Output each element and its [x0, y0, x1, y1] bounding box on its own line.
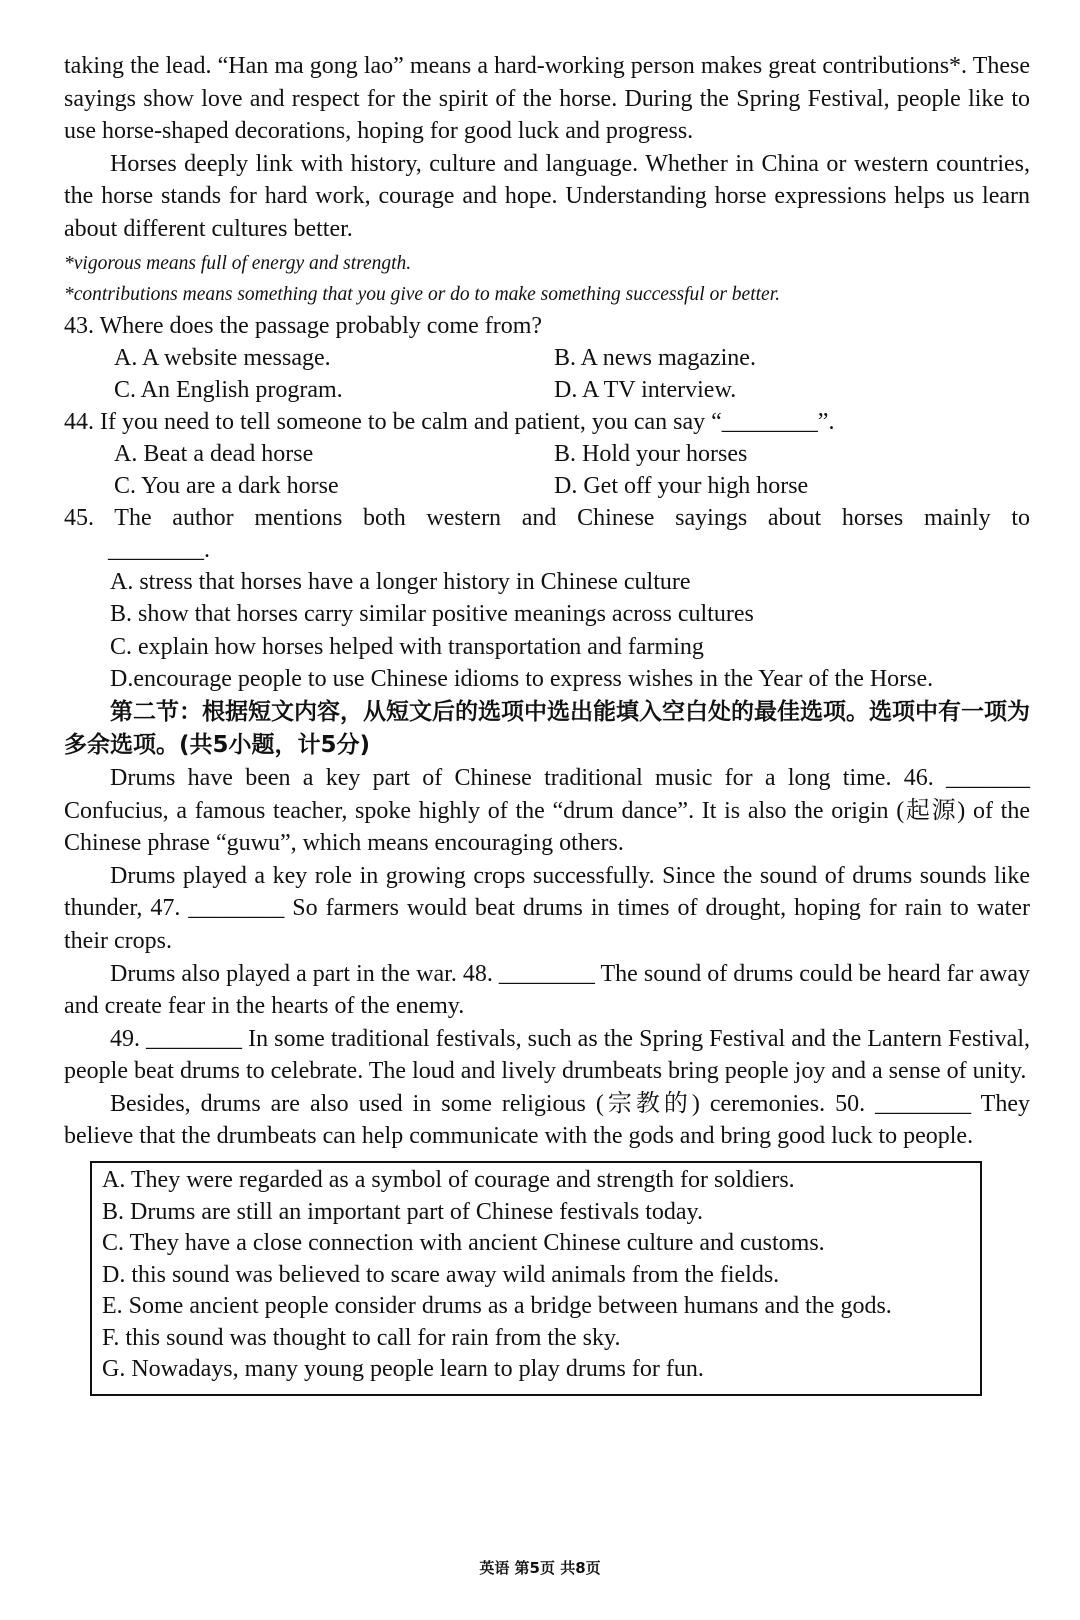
option-b: B. A news magazine.: [554, 344, 756, 371]
option-b: B. show that horses carry similar positive meanings across cultures: [110, 601, 754, 628]
option-c: C. explain how horses helped with transportation and farming: [110, 633, 704, 660]
passage-paragraph-end: taking the lead. “Han ma gong lao” means a hard-working person makes great contributions*. These sayings show love and respect for the spirit of the horse. During the Spring Festival, people like to use horse-shaped decorations, hoping for good luck and progress.: [64, 53, 1030, 145]
option-a: A. They were regarded as a symbol of courage and strength for soldiers.: [102, 1167, 795, 1194]
question-options: [114, 342, 1030, 406]
option-a: A. stress that horses have a longer history in Chinese culture: [110, 568, 691, 595]
option-c: C. They have a close connection with ancient Chinese culture and customs.: [102, 1230, 825, 1257]
cloze-paragraph-2: Drums played a key role in growing crops successfully. Since the sound of drums sounds like thunder, 47. ________ So farmers would beat drums in times of drought, hoping for rain to water their crops.: [64, 862, 1030, 954]
answer-blank: ________.: [108, 536, 210, 563]
option-c: C. An English program.: [114, 376, 343, 403]
option-g: G. Nowadays, many young people learn to play drums for fun.: [102, 1356, 704, 1383]
footnote-contributions: *contributions means something that you give or do to make something successful or better.: [64, 283, 780, 305]
option-b: B. Drums are still an important part of Chinese festivals today.: [102, 1198, 703, 1225]
option-e: E. Some ancient people consider drums as a bridge between humans and the gods.: [102, 1293, 892, 1320]
option-d: D. A TV interview.: [554, 376, 737, 403]
question-options: [110, 566, 1030, 696]
option-f: F. this sound was thought to call for rain from the sky.: [102, 1324, 621, 1351]
option-a: A. A website message.: [114, 344, 331, 371]
section-instruction: 第二节：根据短文内容，从短文后的选项中选出能填入空白处的最佳选项。选项中有一项为多余选项。(共5小题，计5分): [64, 698, 1030, 758]
question-stem: 44. If you need to tell someone to be calm and patient, you can say “________”.: [64, 408, 835, 435]
option-d: D. this sound was believed to scare away wild animals from the fields.: [102, 1261, 780, 1288]
option-d: D. Get off your high horse: [554, 472, 809, 499]
cloze-paragraph-5: Besides, drums are also used in some religious (宗教的) ceremonies. 50. ________ They believe that the drumbeats can help communicate with the gods and bring good luck to people.: [64, 1090, 1030, 1150]
footnote-vigorous: *vigorous means full of energy and strength.: [64, 252, 412, 274]
page-footer: 英语 第5页 共8页: [479, 1559, 601, 1577]
cloze-paragraph-1: Drums have been a key part of Chinese traditional music for a long time. 46. _______ Confucius, a famous teacher, spoke highly of the “drum dance”. It is also the origin (起源) of the Chinese phrase “guwu”, which means encouraging others.: [64, 764, 1030, 857]
question-options: [114, 438, 1030, 502]
option-d: D.encourage people to use Chinese idioms to express wishes in the Year of the Horse.: [110, 666, 934, 693]
option-c: C. You are a dark horse: [114, 472, 339, 499]
option-a: A. Beat a dead horse: [114, 440, 314, 467]
options-box: [90, 1161, 982, 1396]
question-45: [64, 502, 1030, 696]
option-b: B. Hold your horses: [554, 440, 748, 467]
cloze-paragraph-4: 49. ________ In some traditional festivals, such as the Spring Festival and the Lantern Festival, people beat drums to celebrate. The loud and lively drumbeats bring people joy and a sense of unity.: [64, 1025, 1030, 1085]
question-stem: 45. The author mentions both western and Chinese sayings about horses mainly to: [64, 504, 1030, 531]
cloze-paragraph-3: Drums also played a part in the war. 48. ________ The sound of drums could be heard far away and create fear in the hearts of the enemy.: [64, 960, 1030, 1020]
question-44: [64, 406, 1030, 502]
question-43: [64, 310, 1030, 406]
question-stem: 43. Where does the passage probably come from?: [64, 312, 543, 339]
cloze-passage: [64, 762, 1030, 1153]
passage-paragraph-conclusion: Horses deeply link with history, culture and language. Whether in China or western countries, the horse stands for hard work, courage and hope. Understanding horse expressions helps us learn about different cultures better.: [64, 150, 1030, 242]
